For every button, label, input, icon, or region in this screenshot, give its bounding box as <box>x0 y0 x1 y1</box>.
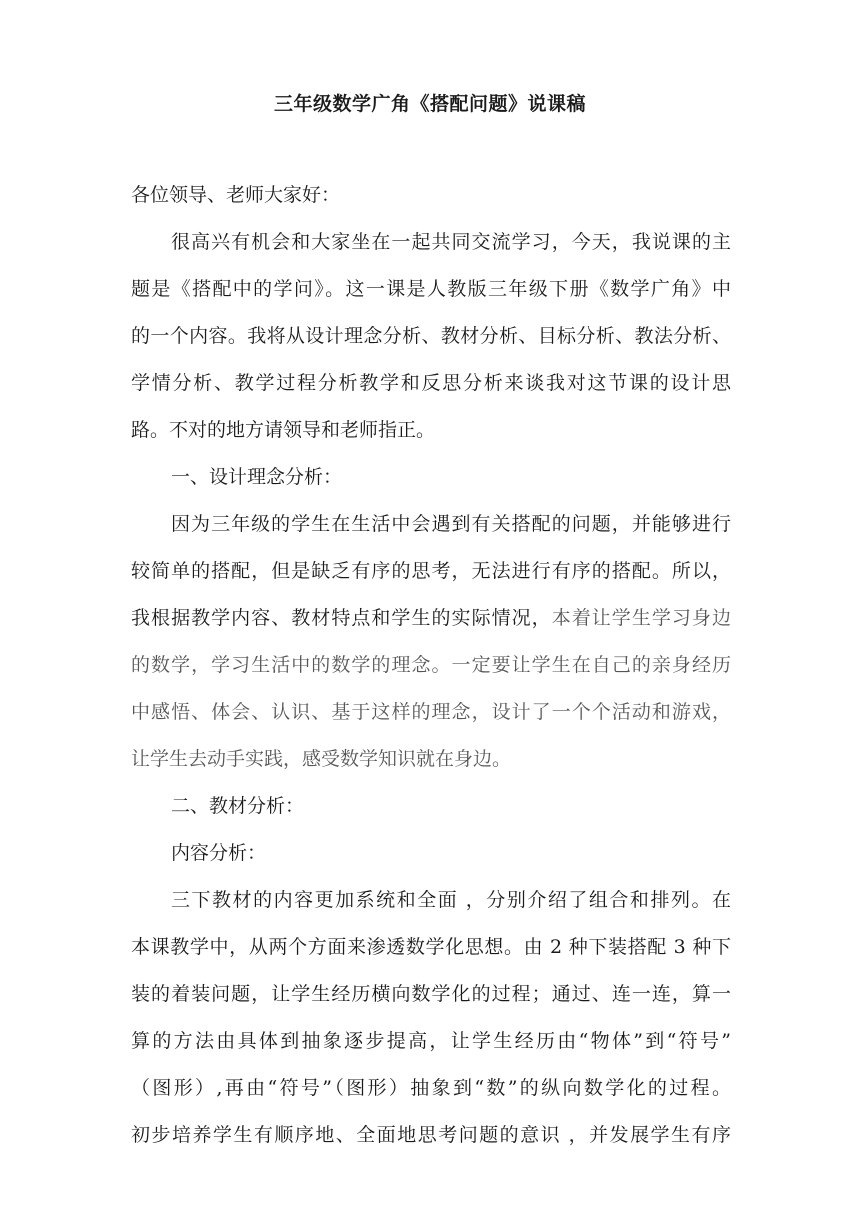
paragraph-line: 装的着装问题，让学生经历横向数学化的过程；通过、连一连，算一 <box>131 983 731 1005</box>
paragraph-line: 初步培养学生有顺序地、全面地思考问题的意识 ，并发展学生有序 <box>131 1124 731 1146</box>
text-segment: 我根据教学内容、教材特点和学生的实际情况， <box>131 607 552 629</box>
paragraph-line: 算的方法由具体到抽象逐步提高，让学生经历由“物体”到“符号” <box>131 1030 731 1052</box>
paragraph-line: 很高兴有机会和大家坐在一起共同交流学习，今天，我说课的主 <box>171 231 731 253</box>
paragraph-line: 三下教材的内容更加系统和全面 ，分别介绍了组合和排列。在 <box>171 889 731 911</box>
paragraph-line: 各位领导、老师大家好： <box>131 184 341 206</box>
paragraph-line: 让学生去动手实践，感受数学知识就在身边。 <box>131 748 512 770</box>
paragraph-line: 学情分析、教学过程分析教学和反思分析来谈我对这节课的设计思 <box>131 372 731 394</box>
document-body <box>131 172 731 1159</box>
text-segment: 本着让学生学习身边 <box>551 607 731 629</box>
paragraph-line: 的一个内容。我将从设计理念分析、教材分析、目标分析、教法分析、 <box>131 325 731 347</box>
paragraph-line: 较简单的搭配，但是缺乏有序的思考，无法进行有序的搭配。所以， <box>131 560 731 582</box>
paragraph-line: 本课教学中，从两个方面来渗透数学化思想。由 2 种下装搭配 3 种下 <box>131 936 731 958</box>
paragraph-line: 中感悟、体会、认识、基于这样的理念，设计了一个个活动和游戏， <box>131 701 731 723</box>
paragraph-line: 的数学，学习生活中的数学的理念。一定要让学生在自己的亲身经历 <box>131 654 731 676</box>
paragraph-line: （图形）,再由“符号”（图形）抽象到“数”的纵向数学化的过程。 <box>131 1077 731 1099</box>
paragraph-line: 路。不对的地方请领导和老师指正。 <box>131 419 436 441</box>
paragraph-line: 因为三年级的学生在生活中会遇到有关搭配的问题，并能够进行 <box>171 513 731 535</box>
document-title: 三年级数学广角《搭配问题》说课稿 <box>273 93 586 115</box>
paragraph-line: 一、设计理念分析： <box>171 466 343 488</box>
paragraph-line: 题是《搭配中的学问》。这一课是人教版三年级下册《数学广角》中 <box>131 278 731 300</box>
paragraph-line <box>131 595 731 642</box>
paragraph-line: 内容分析： <box>171 842 267 864</box>
paragraph-line: 二、教材分析： <box>171 795 305 817</box>
